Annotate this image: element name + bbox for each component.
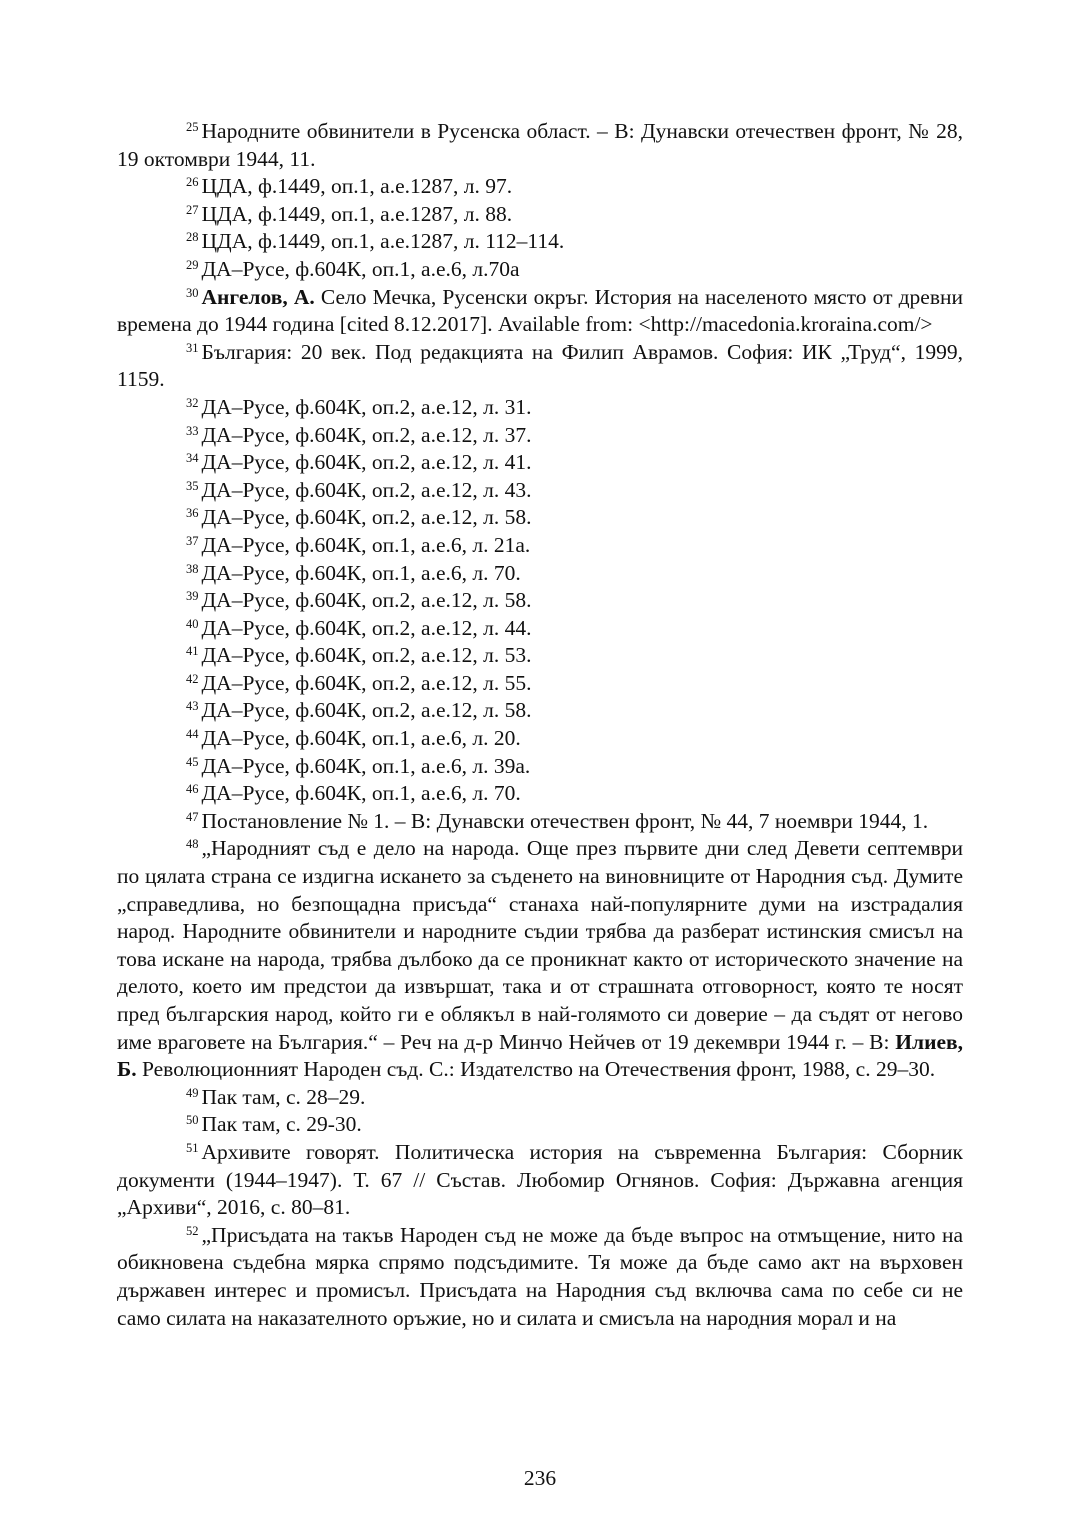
footnote xyxy=(117,449,963,477)
footnote-number: 49 xyxy=(186,1085,199,1100)
footnote-text: ДА–Русе, ф.604К, оп.2, а.е.12, л. 55. xyxy=(201,670,532,695)
footnote xyxy=(117,228,963,256)
footnote-text: ДА–Русе, ф.604К, оп.1, а.е.6, л.70а xyxy=(201,256,520,281)
footnote-number: 44 xyxy=(186,727,199,742)
footnote-number: 38 xyxy=(186,561,199,576)
footnote-text: ДА–Русе, ф.604К, оп.2, а.е.12, л. 58. xyxy=(201,588,532,613)
footnote-number: 34 xyxy=(186,451,199,466)
footnote xyxy=(117,835,963,1083)
footnote-text: ДА–Русе, ф.604К, оп.2, а.е.12, л. 41. xyxy=(201,450,532,475)
footnotes-block xyxy=(117,118,963,1332)
footnote-number: 29 xyxy=(186,257,199,272)
footnote-text: Село Мечка, Русенски окръг. История на населеното място от древни времена до 1944 година [cited 8.12.2017]. Available from: <http://macedonia.kroraina.com/> xyxy=(117,284,963,337)
footnote-number: 39 xyxy=(186,589,199,604)
footnote-number: 35 xyxy=(186,478,199,493)
footnote-number: 26 xyxy=(186,175,199,190)
footnote xyxy=(117,394,963,422)
footnote-number: 30 xyxy=(186,285,199,300)
footnote xyxy=(117,339,963,394)
footnote-number: 28 xyxy=(186,230,199,245)
footnote-text: „Народният съд е дело на народа. Още през първите дни след Девети септември по цялата страна се издигна искането за съденето на виновниците от Народния съд. Думите „справедлива, но безпощадна присъда“ станаха най-популярните думи на изстрадалия народ. Народните обвинители и народните съдии трябва да разберат истинския смисъл на това искане на народа, трябва дълбоко да се проникнат както от историческото значение на делото, което им предстои да извършат, така и от страшната отговорност, която те носят пред българския народ, който ги е облякъл в най-голямото си доверие – да съдят от негово име враговете на България.“ – Реч на д-р Минчо Нейчев от 19 декември 1944 г. – В: xyxy=(117,836,963,1054)
footnote-text: ДА–Русе, ф.604К, оп.2, а.е.12, л. 44. xyxy=(201,615,532,640)
footnote-text: ДА–Русе, ф.604К, оп.1, а.е.6, л. 20. xyxy=(201,726,521,751)
footnote-number: 52 xyxy=(186,1223,199,1238)
footnote-number: 47 xyxy=(186,809,199,824)
footnote xyxy=(117,1222,963,1332)
footnote xyxy=(117,118,963,173)
footnote xyxy=(117,697,963,725)
footnote xyxy=(117,1084,963,1112)
footnote-text: Пак там, с. 29-30. xyxy=(201,1112,362,1137)
footnote-number: 37 xyxy=(186,533,199,548)
page-number: 236 xyxy=(523,1466,557,1490)
footnote-number: 50 xyxy=(186,1113,199,1128)
footnote-text: ДА–Русе, ф.604К, оп.1, а.е.6, л. 70. xyxy=(201,560,521,585)
footnote-text: „Присъдата на такъв Народен съд не може да бъде въпрос на отмъщение, нито на обикновена съдебна мярка спрямо подсъдимите. Тя може да бъде само акт на върховен държавен интерес и промисъл. Присъдата на Народния съд включва сама по себе си не само силата на наказателното оръжие, но и силата и смисъла на народния морал и на xyxy=(117,1222,963,1330)
footnote-text: ДА–Русе, ф.604К, оп.2, а.е.12, л. 43. xyxy=(201,477,532,502)
footnote-number: 32 xyxy=(186,395,199,410)
footnote-text: ЦДА, ф.1449, оп.1, а.е.1287, л. 112–114. xyxy=(201,229,565,254)
footnote-text: ДА–Русе, ф.604К, оп.1, а.е.6, л. 70. xyxy=(201,781,521,806)
footnote-text: България: 20 век. Под редакцията на Филип Аврамов. София: ИК „Труд“, 1999, 1159. xyxy=(117,339,963,392)
footnote xyxy=(117,725,963,753)
footnote xyxy=(117,284,963,339)
footnote xyxy=(117,753,963,781)
footnote-text: Народните обвинители в Русенска област. – В: Дунавски отечествен фронт, № 28, 19 октомври 1944, 11. xyxy=(117,119,963,171)
footnote xyxy=(117,201,963,229)
footnote xyxy=(117,477,963,505)
footnote-number: 40 xyxy=(186,616,199,631)
footnote xyxy=(117,532,963,560)
footnote-text: Пак там, с. 28–29. xyxy=(201,1084,366,1109)
footnote xyxy=(117,808,963,836)
footnote-author: Ангелов, А. xyxy=(201,284,315,309)
footnote-number: 36 xyxy=(186,506,199,521)
footnote xyxy=(117,422,963,450)
footnote-author: Илиев, Б. xyxy=(117,1029,963,1082)
footnote-number: 46 xyxy=(186,782,199,797)
footnote-text: ДА–Русе, ф.604К, оп.2, а.е.12, л. 53. xyxy=(201,643,532,668)
footnote-number: 41 xyxy=(186,644,199,659)
footnote xyxy=(117,642,963,670)
footnote-number: 45 xyxy=(186,754,199,769)
footnote xyxy=(117,1139,963,1222)
footnote-number: 43 xyxy=(186,699,199,714)
footnote xyxy=(117,173,963,201)
footnote xyxy=(117,670,963,698)
footnote xyxy=(117,780,963,808)
footnote-number: 48 xyxy=(186,837,199,852)
footnote-text: Постановление № 1. – В: Дунавски отечествен фронт, № 44, 7 ноември 1944, 1. xyxy=(201,808,929,833)
footnote xyxy=(117,1111,963,1139)
footnote-text: ЦДА, ф.1449, оп.1, а.е.1287, л. 88. xyxy=(201,201,513,226)
footnote-number: 31 xyxy=(186,340,199,355)
footnote xyxy=(117,615,963,643)
footnote xyxy=(117,504,963,532)
footnote-number: 33 xyxy=(186,423,199,438)
footnote-text: ДА–Русе, ф.604К, оп.1, а.е.6, л. 21а. xyxy=(201,532,531,557)
footnote xyxy=(117,587,963,615)
footnote-number: 42 xyxy=(186,671,199,686)
footnote-text: ДА–Русе, ф.604К, оп.2, а.е.12, л. 58. xyxy=(201,698,532,723)
footnote xyxy=(117,560,963,588)
footnote-number: 27 xyxy=(186,202,199,217)
footnote-number: 25 xyxy=(186,120,199,134)
footnote-text: ДА–Русе, ф.604К, оп.2, а.е.12, л. 31. xyxy=(201,394,532,419)
footnote-text: ЦДА, ф.1449, оп.1, а.е.1287, л. 97. xyxy=(201,174,513,199)
footnote xyxy=(117,256,963,284)
footnote-text: ДА–Русе, ф.604К, оп.2, а.е.12, л. 58. xyxy=(201,505,532,530)
footnote-number: 51 xyxy=(186,1140,199,1155)
footnote-text-continued: Революционният Народен съд. С.: Издателство на Отечествения фронт, 1988, с. 29–30. xyxy=(136,1057,936,1082)
footnote-text: ДА–Русе, ф.604К, оп.1, а.е.6, л. 39а. xyxy=(201,753,531,778)
footnote-text: ДА–Русе, ф.604К, оп.2, а.е.12, л. 37. xyxy=(201,422,532,447)
footnote-text: Архивите говорят. Политическа история на съвременна България: Сборник документи (1944–1947). Т. 67 // Състав. Любомир Огнянов. София: Държавна агенция „Архиви“, 2016, с. 80–81. xyxy=(117,1139,963,1220)
